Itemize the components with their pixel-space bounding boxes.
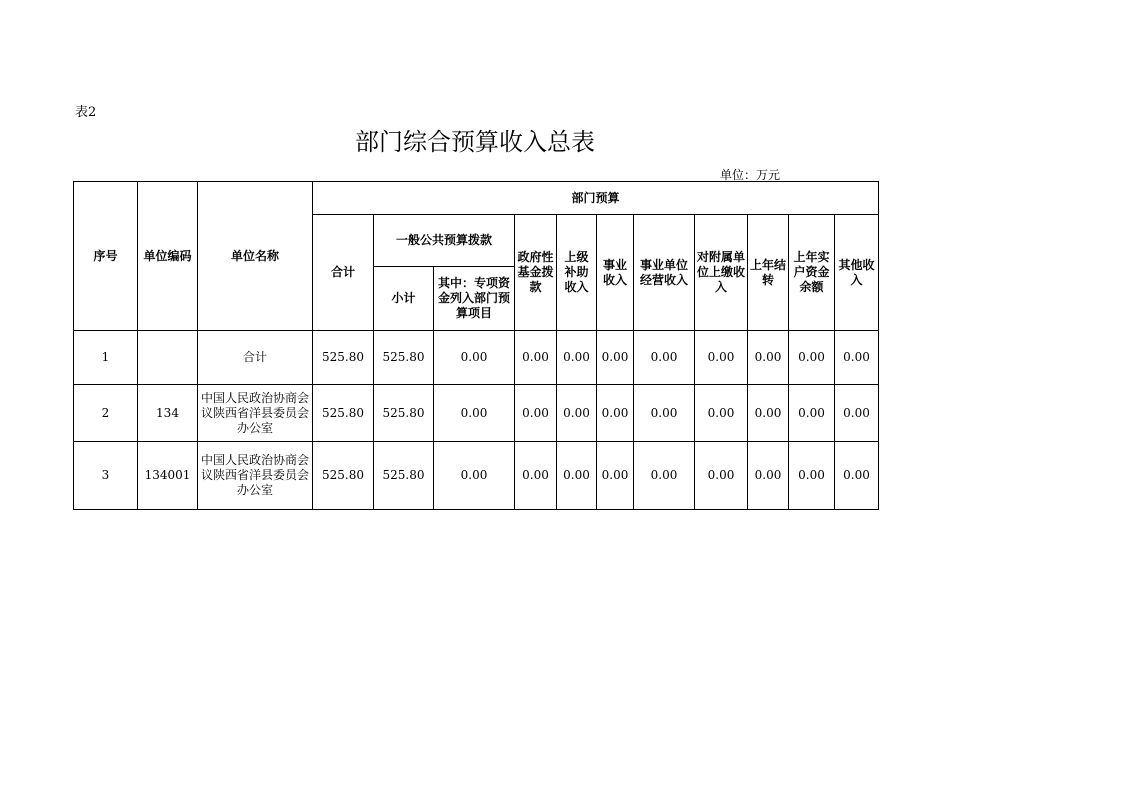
table-row [74, 442, 879, 510]
col-header-special-funds: 其中：专项资金列入部门预算项目 [434, 267, 515, 331]
col-header-gov-fund: 政府性基金拨款 [515, 215, 557, 331]
cell-business: 0.00 [597, 385, 634, 442]
cell-affiliated: 0.00 [695, 385, 748, 442]
col-header-business-income: 事业收入 [597, 215, 634, 331]
cell-total: 525.80 [313, 442, 374, 510]
cell-special: 0.00 [434, 442, 515, 510]
cell-superior: 0.00 [557, 385, 597, 442]
cell-prev-balance: 0.00 [789, 442, 835, 510]
col-header-affiliated-unit-payment: 对附属单位上缴收入 [695, 215, 748, 331]
budget-table [73, 181, 879, 510]
col-header-prev-year-balance: 上年实户资金余额 [789, 215, 835, 331]
cell-special: 0.00 [434, 385, 515, 442]
cell-seq: 3 [74, 442, 138, 510]
cell-seq: 2 [74, 385, 138, 442]
cell-affiliated: 0.00 [695, 442, 748, 510]
table-number: 表2 [75, 105, 97, 120]
cell-code [138, 331, 198, 385]
cell-gov-fund: 0.00 [515, 442, 557, 510]
unit-note: 单位：万元 [720, 168, 781, 182]
col-header-business-unit-operating: 事业单位经营收入 [634, 215, 695, 331]
cell-superior: 0.00 [557, 331, 597, 385]
cell-name: 合计 [198, 331, 313, 385]
cell-other: 0.00 [835, 385, 879, 442]
cell-name: 中国人民政治协商会议陕西省洋县委员会办公室 [198, 442, 313, 510]
cell-operating: 0.00 [634, 442, 695, 510]
cell-prev-balance: 0.00 [789, 385, 835, 442]
cell-operating: 0.00 [634, 331, 695, 385]
cell-gov-fund: 0.00 [515, 331, 557, 385]
cell-carryover: 0.00 [748, 385, 789, 442]
cell-affiliated: 0.00 [695, 331, 748, 385]
col-header-other-income: 其他收入 [835, 215, 879, 331]
cell-total: 525.80 [313, 331, 374, 385]
col-header-seq: 序号 [74, 182, 138, 331]
col-header-subtotal: 小计 [374, 267, 434, 331]
cell-code: 134001 [138, 442, 198, 510]
cell-name: 中国人民政治协商会议陕西省洋县委员会办公室 [198, 385, 313, 442]
cell-subtotal: 525.80 [374, 442, 434, 510]
cell-total: 525.80 [313, 385, 374, 442]
col-header-general-public: 一般公共预算拨款 [374, 215, 515, 267]
col-header-carryover: 上年结转 [748, 215, 789, 331]
cell-business: 0.00 [597, 331, 634, 385]
cell-subtotal: 525.80 [374, 385, 434, 442]
cell-carryover: 0.00 [748, 331, 789, 385]
cell-code: 134 [138, 385, 198, 442]
cell-gov-fund: 0.00 [515, 385, 557, 442]
cell-other: 0.00 [835, 331, 879, 385]
cell-business: 0.00 [597, 442, 634, 510]
col-header-total: 合计 [313, 215, 374, 331]
col-header-unit-name: 单位名称 [198, 182, 313, 331]
cell-subtotal: 525.80 [374, 331, 434, 385]
page-title: 部门综合预算收入总表 [355, 128, 595, 156]
cell-superior: 0.00 [557, 442, 597, 510]
cell-carryover: 0.00 [748, 442, 789, 510]
table-row [74, 385, 879, 442]
table-row [74, 331, 879, 385]
cell-operating: 0.00 [634, 385, 695, 442]
col-header-dept-budget: 部门预算 [313, 182, 879, 215]
col-header-superior-subsidy: 上级补助收入 [557, 215, 597, 331]
cell-special: 0.00 [434, 331, 515, 385]
cell-prev-balance: 0.00 [789, 331, 835, 385]
cell-seq: 1 [74, 331, 138, 385]
cell-other: 0.00 [835, 442, 879, 510]
col-header-unit-code: 单位编码 [138, 182, 198, 331]
